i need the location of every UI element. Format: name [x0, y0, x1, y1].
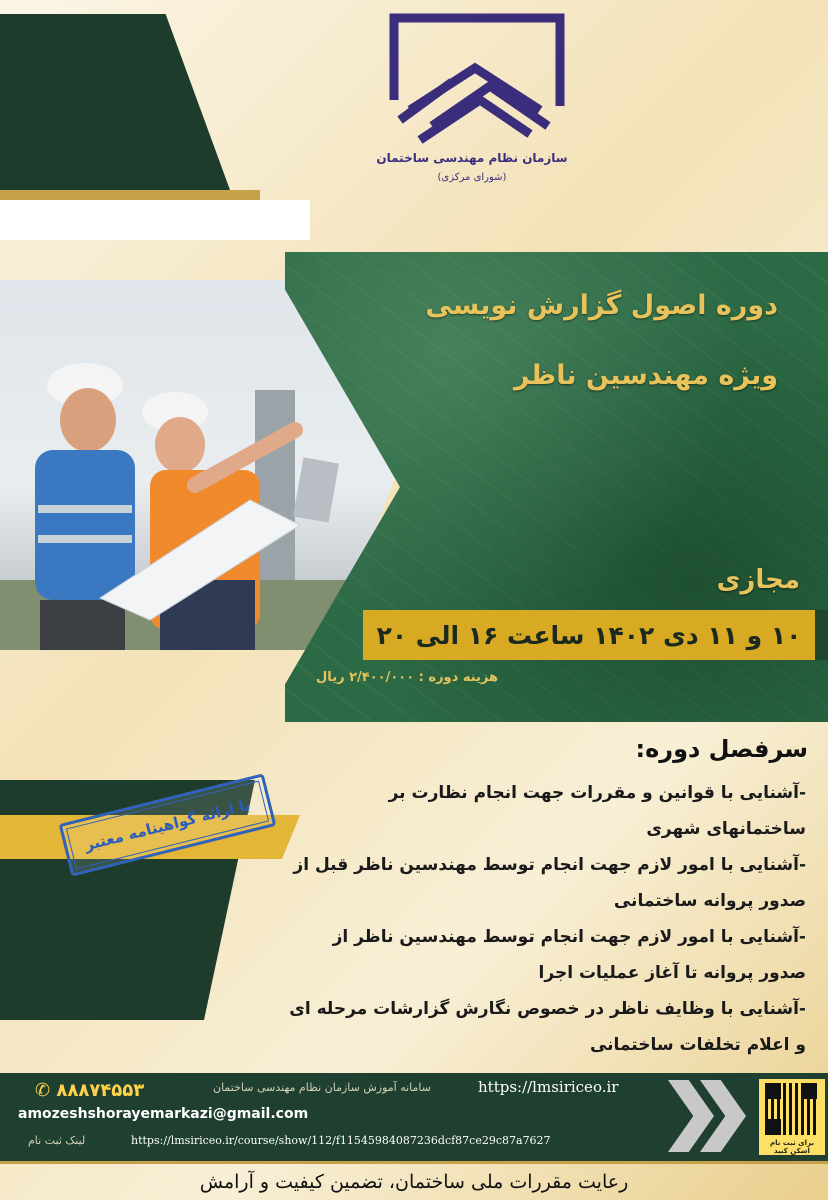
course-title: دوره اصول گزارش نویسی	[425, 290, 778, 321]
top-left-green-block	[0, 14, 230, 190]
org-subtitle: (شورای مرکزی)	[437, 172, 507, 183]
qr-code-icon[interactable]	[765, 1083, 817, 1135]
organization-logo	[380, 10, 570, 145]
phone-contact[interactable]	[35, 1080, 144, 1101]
qr-caption: برای ثبت نام اسکن کنید	[770, 1139, 814, 1155]
signup-link[interactable]: https://lmsiriceo.ir/course/show/112/f11545984087236dcf87ce29c87a7627	[131, 1134, 551, 1147]
syllabus-item: -آشنایی با امور لازم جهت انجام توسط مهندسین ناظر قبل از صدور پروانه ساختمانی	[293, 855, 806, 911]
syllabus-title: سرفصل دوره:	[635, 735, 808, 763]
portal-label: سامانه آموزش سازمان نظام مهندسی ساختمان	[213, 1081, 431, 1094]
slogan: رعایت مقررات ملی ساختمان، تضمین کیفیت و آرامش	[199, 1171, 629, 1193]
syllabus-list	[286, 775, 806, 1063]
portal-link[interactable]: https://lmsiriceo.ir	[478, 1078, 619, 1096]
syllabus-item: -آشنایی با قوانین و مقررات جهت انجام نظارت بر ساختمانهای شهری	[388, 783, 806, 839]
course-date-time: ۱۰ و ۱۱ دی ۱۴۰۲ ساعت ۱۶ الی ۲۰	[376, 620, 802, 650]
white-band	[0, 200, 310, 240]
phone-icon: ✆	[35, 1080, 51, 1101]
signup-label: لینک ثبت نام	[28, 1134, 86, 1147]
org-name: سازمان نظام مهندسی ساختمان	[376, 151, 568, 165]
top-left-gold-stripe	[0, 190, 260, 200]
email-link[interactable]: amozeshshorayemarkazi@gmail.com	[18, 1106, 309, 1122]
course-fee: هزینه دوره : ۲/۴۰۰/۰۰۰ ریال	[316, 670, 498, 685]
course-mode: مجازی	[716, 565, 800, 595]
course-subtitle: ویژه مهندسین ناظر	[514, 360, 778, 391]
syllabus-item: -آشنایی با امور لازم جهت انجام توسط مهندسین ناظر از صدور پروانه تا آغاز عملیات اجرا	[332, 927, 806, 983]
syllabus-item: -آشنایی با وظایف ناظر در خصوص نگارش گزارشات مرحله ای و اعلام تخلفات ساختمانی	[289, 999, 806, 1055]
phone-number: ۸۸۸۷۴۵۵۳	[56, 1080, 145, 1101]
date-bar-edge	[815, 610, 828, 660]
certificate-stamp-text: با ارائه گواهینامه معتبر	[82, 795, 253, 855]
course-date-bar	[363, 610, 815, 660]
